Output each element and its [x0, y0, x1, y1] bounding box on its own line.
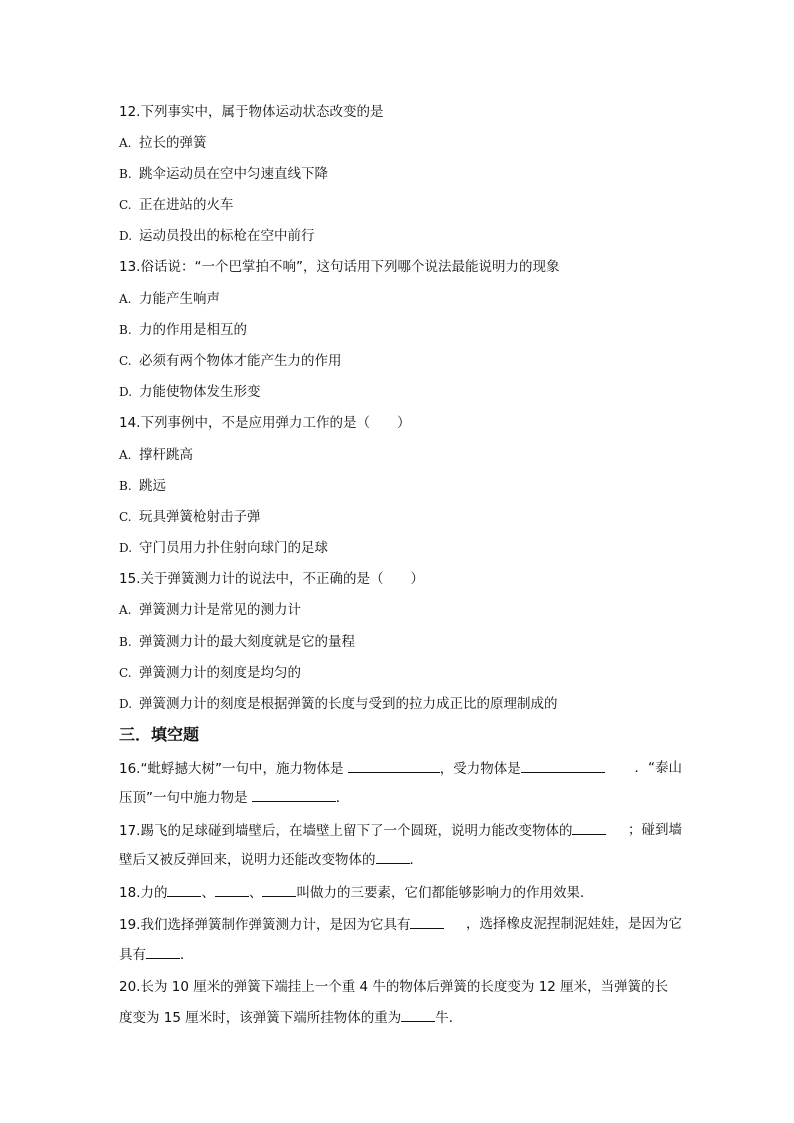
question-12-option-c: [119, 196, 234, 214]
answer-blank[interactable]: [410, 915, 444, 929]
option-text: 运动员投出的标枪在空中前行: [139, 228, 315, 244]
q17-text-end: ；碰到墙: [628, 822, 682, 838]
q18-part: 、: [248, 885, 263, 901]
q17-part: ．: [409, 852, 423, 868]
q19-text-end: ，选择橡皮泥捏制泥娃娃，是因为它: [466, 916, 682, 932]
question-13-stem: 13.俗话说：“一个巴掌拍不响”，这句话用下列哪个说法最能说明力的现象: [119, 259, 560, 275]
option-letter: C.: [119, 198, 132, 212]
question-12-option-a: [119, 134, 207, 152]
question-14-option-c: [119, 508, 261, 526]
option-text: 力能产生响声: [139, 291, 220, 307]
option-letter: C.: [119, 666, 132, 680]
question-15-option-b: [119, 633, 355, 651]
answer-blank[interactable]: [401, 1008, 435, 1022]
option-letter: A.: [119, 603, 132, 617]
question-16-line-2: [119, 788, 682, 807]
q19-part: ．: [180, 947, 194, 963]
option-text: 力的作用是相互的: [139, 322, 247, 338]
q16-part: 压顶”一句中施力物是: [119, 790, 248, 806]
answer-blank[interactable]: [521, 759, 605, 773]
answer-blank[interactable]: [167, 883, 201, 897]
question-14-option-b: [119, 477, 166, 495]
answer-blank[interactable]: [572, 821, 606, 835]
question-20-line-2: [119, 1008, 682, 1027]
q16-part: ．: [335, 790, 350, 806]
question-17-line-2: [119, 850, 682, 869]
q16-text-end: ．“泰山: [634, 760, 682, 776]
option-text: 拉长的弹簧: [139, 135, 207, 151]
answer-blank[interactable]: [262, 883, 296, 897]
answer-blank[interactable]: [146, 945, 180, 959]
question-19-line-2: [119, 945, 682, 964]
option-letter: B.: [119, 635, 132, 649]
q17-part: 17.踢飞的足球碰到墙壁后，在墙壁上留下了一个圆斑，说明力能改变物体的: [119, 823, 573, 839]
answer-blank[interactable]: [348, 759, 440, 773]
question-18-line: [119, 883, 682, 902]
answer-blank[interactable]: [215, 883, 249, 897]
answer-blank[interactable]: [376, 850, 410, 864]
q19-text: [119, 915, 444, 934]
option-letter: A.: [119, 292, 132, 306]
question-15-option-d: [119, 695, 558, 713]
question-15-option-a: [119, 601, 301, 619]
option-letter: D.: [119, 697, 133, 711]
question-13-option-a: [119, 290, 220, 308]
question-17-line-1: [119, 821, 682, 840]
question-14-option-d: [119, 539, 328, 557]
question-20-line-1: 20.长为 10 厘米的弹簧下端挂上一个重 4 牛的物体后弹簧的长度变为 12 厘米，当弹簧的长: [119, 979, 669, 995]
option-text: 玩具弹簧枪射击子弹: [139, 509, 261, 525]
option-text: 撑杆跳高: [139, 447, 193, 463]
question-14-stem: 14.下列事例中，不是应用弹力工作的是（ ）: [119, 415, 411, 431]
question-19-line-1: [119, 915, 682, 934]
option-letter: D.: [119, 541, 133, 555]
option-text: 跳远: [139, 478, 166, 494]
option-text: 弹簧测力计的刻度是均匀的: [139, 665, 301, 681]
answer-blank[interactable]: [252, 788, 336, 802]
option-letter: D.: [119, 385, 133, 399]
q16-part: 16.“蚍蜉撼大树”一句中，施力物体是: [119, 761, 344, 777]
question-14-option-a: [119, 446, 193, 464]
q16-part: ，受力物体是: [439, 761, 521, 777]
q19-part: 19.我们选择弹簧制作弹簧测力计，是因为它具有: [119, 917, 411, 933]
question-13-option-b: [119, 321, 247, 339]
q17-part: 壁后又被反弹回来，说明力还能改变物体的: [119, 852, 376, 868]
option-letter: B.: [119, 323, 132, 337]
q20-part: 牛．: [435, 1010, 463, 1026]
q18-part: 18.力的: [119, 885, 168, 901]
option-letter: D.: [119, 229, 133, 243]
q18-part: 叫做力的三要素，它们都能够影响力的作用效果．: [296, 885, 594, 901]
option-text: 弹簧测力计是常见的测力计: [139, 602, 301, 618]
option-text: 正在进站的火车: [139, 197, 234, 213]
question-15-option-c: [119, 664, 301, 682]
q17-text: [119, 821, 606, 840]
option-text: 弹簧测力计的刻度是根据弹簧的长度与受到的拉力成正比的原理制成的: [139, 696, 558, 712]
question-12-option-d: [119, 227, 315, 245]
option-letter: B.: [119, 167, 132, 181]
option-letter: A.: [119, 136, 132, 150]
question-12-stem: 12.下列事实中，属于物体运动状态改变的是: [119, 104, 384, 120]
option-letter: C.: [119, 510, 132, 524]
option-letter: A.: [119, 448, 132, 462]
question-13-option-c: [119, 352, 342, 370]
question-13-option-d: [119, 383, 261, 401]
q16-text: [119, 759, 605, 778]
question-12-option-b: [119, 165, 328, 183]
option-letter: C.: [119, 354, 132, 368]
option-text: 守门员用力扑住射向球门的足球: [139, 540, 328, 556]
question-16-line-1: [119, 759, 682, 778]
question-15-stem: 15.关于弹簧测力计的说法中，不正确的是（ ）: [119, 571, 424, 587]
q19-part: 具有: [119, 947, 146, 963]
option-text: 弹簧测力计的最大刻度就是它的量程: [139, 634, 355, 650]
section-heading: 三．填空题: [119, 725, 200, 744]
option-text: 必须有两个物体才能产生力的作用: [139, 353, 342, 369]
option-text: 跳伞运动员在空中匀速直线下降: [139, 166, 328, 182]
option-letter: B.: [119, 479, 132, 493]
option-text: 力能使物体发生形变: [139, 384, 261, 400]
q20-part: 度变为 15 厘米时，该弹簧下端所挂物体的重为: [119, 1010, 402, 1026]
q18-part: 、: [201, 885, 215, 901]
